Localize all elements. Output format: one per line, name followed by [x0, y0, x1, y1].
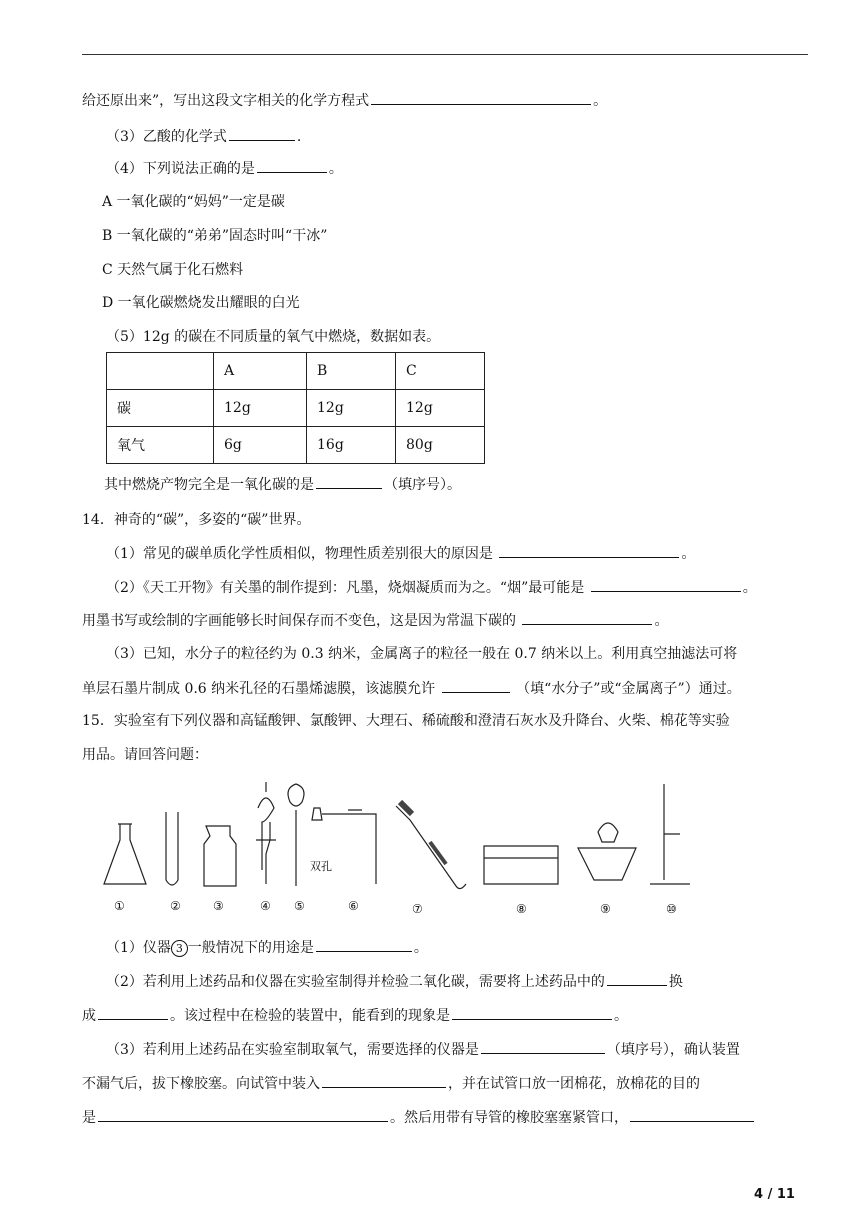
question-14-2: （2）《天工开物》有关墨的制作提到：凡墨，烧烟凝质而为之。“烟”最可能是 。: [106, 577, 836, 598]
answer-blank[interactable]: [316, 474, 382, 489]
question-14-3-cont: 单层石墨片制成 0.6 纳米孔径的石墨烯滤膜，该滤膜允许 （填“水分子”或“金属离子”）通过。: [82, 678, 812, 699]
option-c: C 天然气属于化石燃料: [102, 262, 244, 278]
bent-tube-icon: [396, 806, 466, 889]
question-15-2: （2）若利用上述药品和仪器在实验室制得并检验二氧化碳，需要将上述药品中的 换: [106, 971, 836, 992]
answer-blank[interactable]: [229, 126, 295, 141]
conical-flask-icon: [104, 824, 146, 884]
question-15-2-cont: 成 。该过程中在检验的装置中，能看到的现象是 。: [82, 1005, 812, 1026]
table-row: 碳 12g 12g 12g: [107, 390, 485, 427]
figure-label: ③: [213, 899, 224, 913]
answer-blank[interactable]: [98, 1005, 168, 1020]
figure-label: ①: [114, 899, 125, 913]
table-row: 氧气 6g 16g 80g: [107, 427, 485, 464]
data-table: [106, 352, 485, 464]
question-15: 15．实验室有下列仪器和高锰酸钾、氯酸钾、大理石、稀硫酸和澄清石灰水及升降台、火柴、棉花等实验: [82, 713, 730, 729]
answer-blank[interactable]: [481, 1039, 605, 1054]
answer-blank[interactable]: [322, 1073, 446, 1088]
option-a: A 一氧化碳的“妈妈”一定是碳: [102, 194, 285, 210]
question-4: （4）下列说法正确的是 。: [106, 158, 836, 179]
question-15-1: （1）仪器 3 一般情况下的用途是 。: [106, 937, 836, 958]
table-header-row: A B C: [107, 353, 485, 390]
separatory-funnel-icon: [258, 782, 274, 884]
answer-blank[interactable]: [257, 158, 327, 173]
question-14-1: （1）常见的碳单质化学性质相似，物理性质差别很大的原因是 。: [106, 543, 836, 564]
figure-label: ⑩: [666, 902, 677, 916]
answer-blank[interactable]: [607, 971, 667, 986]
table-followup: 其中燃烧产物完全是一氧化碳的是 （填序号）。: [104, 474, 834, 495]
figure-label: ⑧: [516, 902, 527, 916]
figure-label: ②: [170, 899, 181, 913]
question-14: 14．神奇的“碳”，多姿的“碳”世界。: [82, 512, 311, 528]
answer-blank[interactable]: [316, 937, 412, 952]
answer-blank[interactable]: [630, 1107, 754, 1122]
answer-blank[interactable]: [591, 577, 741, 592]
gas-jar-icon: [204, 826, 236, 886]
long-neck-funnel-icon: [288, 784, 304, 886]
question-14-2-cont: 用墨书写或绘制的字画能够长时间保存而不变色，这是因为常温下碳的 。: [82, 610, 812, 631]
alcohol-lamp-icon: [578, 823, 636, 880]
iron-stand-icon: [650, 784, 690, 884]
question-15-3-cont2: 是 。然后用带有导管的橡胶塞塞紧管口，: [82, 1107, 812, 1128]
answer-blank[interactable]: [371, 90, 591, 105]
answer-blank[interactable]: [452, 1005, 612, 1020]
page-number: 4 / 11: [754, 1187, 795, 1202]
option-d: D 一氧化碳燃烧发出耀眼的白光: [102, 295, 300, 311]
answer-blank[interactable]: [522, 610, 652, 625]
question-3: （3）乙酸的化学式 .: [106, 126, 836, 147]
figure-label: ⑤: [294, 899, 305, 913]
circled-number: 3: [171, 940, 188, 957]
figure-note: 双孔: [310, 860, 332, 873]
question-15-cont: 用品。请回答问题：: [82, 747, 208, 763]
text-line: 给还原出来”，写出这段文字相关的化学方程式 。: [82, 90, 812, 111]
test-tube-icon: [166, 812, 178, 885]
answer-blank[interactable]: [98, 1107, 388, 1122]
figure-label: ⑦: [412, 902, 423, 916]
question-14-3: （3）已知，水分子的粒径约为 0.3 纳米，金属离子的粒径一般在 0.7 纳米以上。利用真空抽滤法可将: [106, 646, 738, 662]
figure-label: ⑨: [600, 902, 611, 916]
header-rule: [82, 54, 808, 55]
figure-label: ⑥: [348, 899, 359, 913]
option-b: B 一氧化碳的“弟弟”固态时叫“干冰”: [102, 228, 328, 244]
question-15-3-cont: 不漏气后，拔下橡胶塞。向试管中装入 ，并在试管口放一团棉花，放棉花的目的: [82, 1073, 812, 1094]
answer-blank[interactable]: [442, 678, 510, 693]
apparatus-figure: [100, 780, 720, 920]
question-15-3: （3）若利用上述药品在实验室制取氧气，需要选择的仪器是 （填序号），确认装置: [106, 1039, 836, 1060]
water-trough-icon: [484, 846, 558, 884]
figure-label: ④: [260, 899, 271, 913]
question-5: （5）12g 的碳在不同质量的氧气中燃烧，数据如表。: [106, 329, 441, 345]
answer-blank[interactable]: [499, 543, 679, 558]
